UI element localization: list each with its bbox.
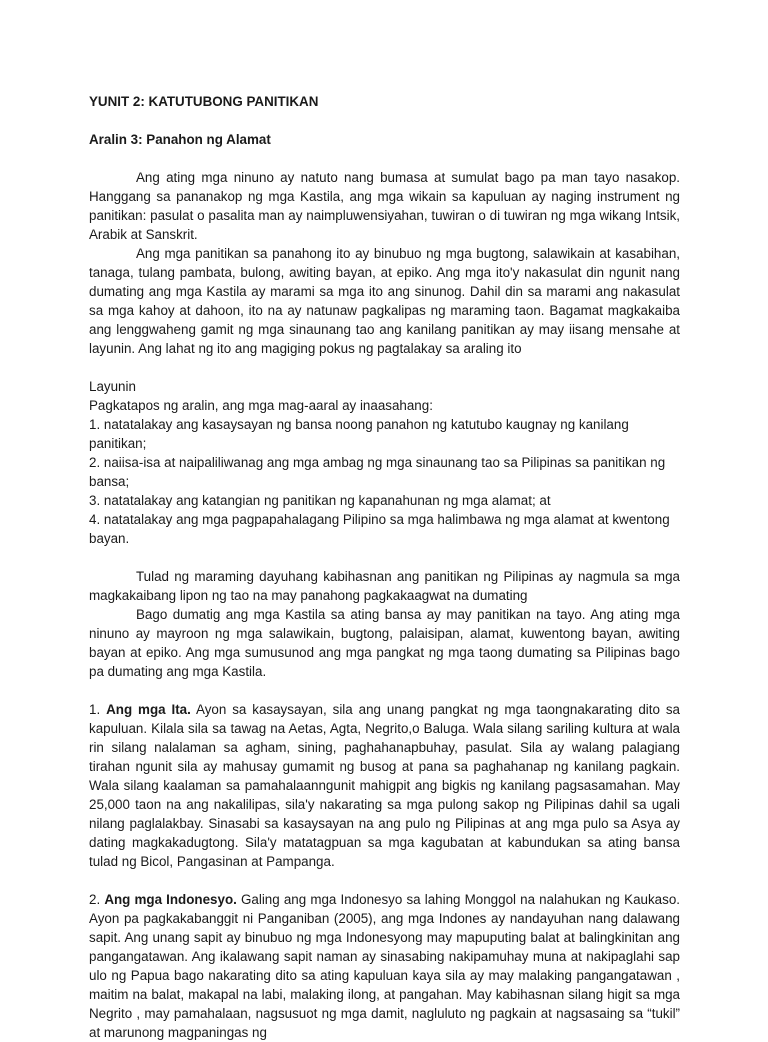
context-paragraph-1: Tulad ng maraming dayuhang kabihasnan ang panitikan ng Pilipinas ay nagmula sa mga magkakaibang lipon ng tao na may panahong pagkakaagwat na dumating	[89, 569, 680, 603]
objective-item-3: 3. natatalakay ang katangian ng panitikan ng kapanahunan ng mga alamat; at	[89, 493, 551, 508]
intro-paragraph-1: Ang ating mga ninuno ay natuto nang bumasa at sumulat bago pa man tayo nasakop. Hanggang sa pananakop ng mga Kastila, ang mga wikain sa kapuluan ay naging instrument ng panitikan: pasulat o pasalita man ay naimpluwensiyahan, tuwiran o di tuwiran ng mga wikang Intsik, Arabik at Sanskrit.	[89, 170, 680, 242]
objectives-heading: Layunin	[89, 379, 136, 394]
document-title: YUNIT 2: KATUTUBONG PANITIKAN	[89, 94, 319, 109]
spacer	[89, 871, 680, 890]
objective-item-1: 1. natatalakay ang kasaysayan ng bansa noong panahon ng katutubo kaugnay ng kanilang panitikan;	[89, 417, 629, 451]
lesson-title: Aralin 3: Panahon ng Alamat	[89, 132, 271, 147]
section-ita-body: Ayon sa kasaysayan, sila ang unang pangkat ng mga taongnakarating dito sa kapuluan. Kilala sila sa tawag na Aetas, Agta, Negrito,o Baluga. Wala silang sariling kultura at wala rin silang nalalaman sa agham, sining, paghahanapbuhay, pasulat. Sila ay walang palagiang tirahan ngunit sila ay mahusay gumamit ng busog at pana sa paghahanap ng kanilang pagkain. Wala silang kaalaman sa pamahalaanngunit mahigpit ang bigkis ng kanilang pagsasamahan. May 25,000 taon na ang nakalilipas, sila'y nakarating sa mga pulong sakop ng Pilipinas dahil sa ugali nilang paglalakbay. Sinasabi sa kasaysayan na ang pulo ng Pilipinas at ang mga pulo sa Asya ay dating magkakadugtong. Sila'y matatagpuan sa mga kagubatan at kabundukan sa ating bansa tulad ng Bicol, Pangasinan at Pampanga.	[89, 702, 680, 869]
section-indonesyo	[89, 890, 680, 1042]
context-paragraph-2: Bago dumatig ang mga Kastila sa ating bansa ay may panitikan na tayo. Ang ating mga ninuno ay mayroon ng mga salawikain, bugtong, palaisipan, alamat, kuwentong bayan, awiting bayan at epiko. Ang mga sumusunod ang mga pangkat ng mga taong dumating sa Pilipinas bago pa dumating ang mga Kastila.	[89, 607, 680, 679]
intro-paragraph-2: Ang mga panitikan sa panahong ito ay binubuo ng mga bugtong, salawikain at kasabihan, tanaga, tulang pambata, bulong, awiting bayan, at epiko. Ang mga ito'y nakasulat din ngunit nang dumating ang mga Kastila ay marami sa mga ito ang sinunog. Dahil din sa marami ang nakasulat sa mga kahoy at dahoon, ito na ay natunaw pagkalipas ng maraming taon. Bagamat magkakaiba ang lenggwaheng gamit ng mga sinaunang tao ang kanilang panitikan ay may iisang mensahe at layunin. Ang lahat ng ito ang magiging pokus ng pagtalakay sa araling ito	[89, 246, 680, 356]
spacer	[89, 548, 680, 567]
section-ita	[89, 700, 680, 871]
section-indonesyo-body: Galing ang mga Indonesyo sa lahing Monggol na nalahukan ng Kaukaso. Ayon pa pagkakabanggit ni Panganiban (2005), ang mga Indones ay nandayuhan nang dalawang sapit. Ang unang sapit ay binubuo ng mga Indonesyong may mapuputing balat at balingkinitan ang pangangatawan. Ang ikalawang sapit naman ay sinasabing nakipamuhay muna at nakipaglahi sap ulo ng Papua bago nakarating dito sa ating kapuluan kaya sila ay may malaking pangangatawan , maitim na balat, makapal na labi, malaking ilong, at pangahan. May kabihasnan silang higit sa mga Negrito , may pamahalaan, nagsusuot ng mga damit, nagluluto ng pagkain at nagsasaing sa “tukil” at marunong magpaningas ng	[89, 892, 680, 1040]
objective-item-2: 2. naiisa-isa at naipaliliwanag ang mga ambag ng mga sinaunang tao sa Pilipinas sa panitikan ng bansa;	[89, 455, 666, 489]
spacer	[89, 681, 680, 700]
section-indonesyo-number: 2.	[89, 892, 105, 907]
section-ita-term: Ang mga Ita.	[106, 702, 191, 717]
spacer	[89, 358, 680, 377]
section-ita-number: 1.	[89, 702, 107, 717]
objective-item-4: 4. natatalakay ang mga pagpapahalagang Pilipino sa mga halimbawa ng mga alamat at kwentong bayan.	[89, 512, 670, 546]
objectives-lead: Pagkatapos ng aralin, ang mga mag-aaral ay inaasahang:	[89, 398, 433, 413]
section-indonesyo-term: Ang mga Indonesyo.	[104, 892, 237, 907]
